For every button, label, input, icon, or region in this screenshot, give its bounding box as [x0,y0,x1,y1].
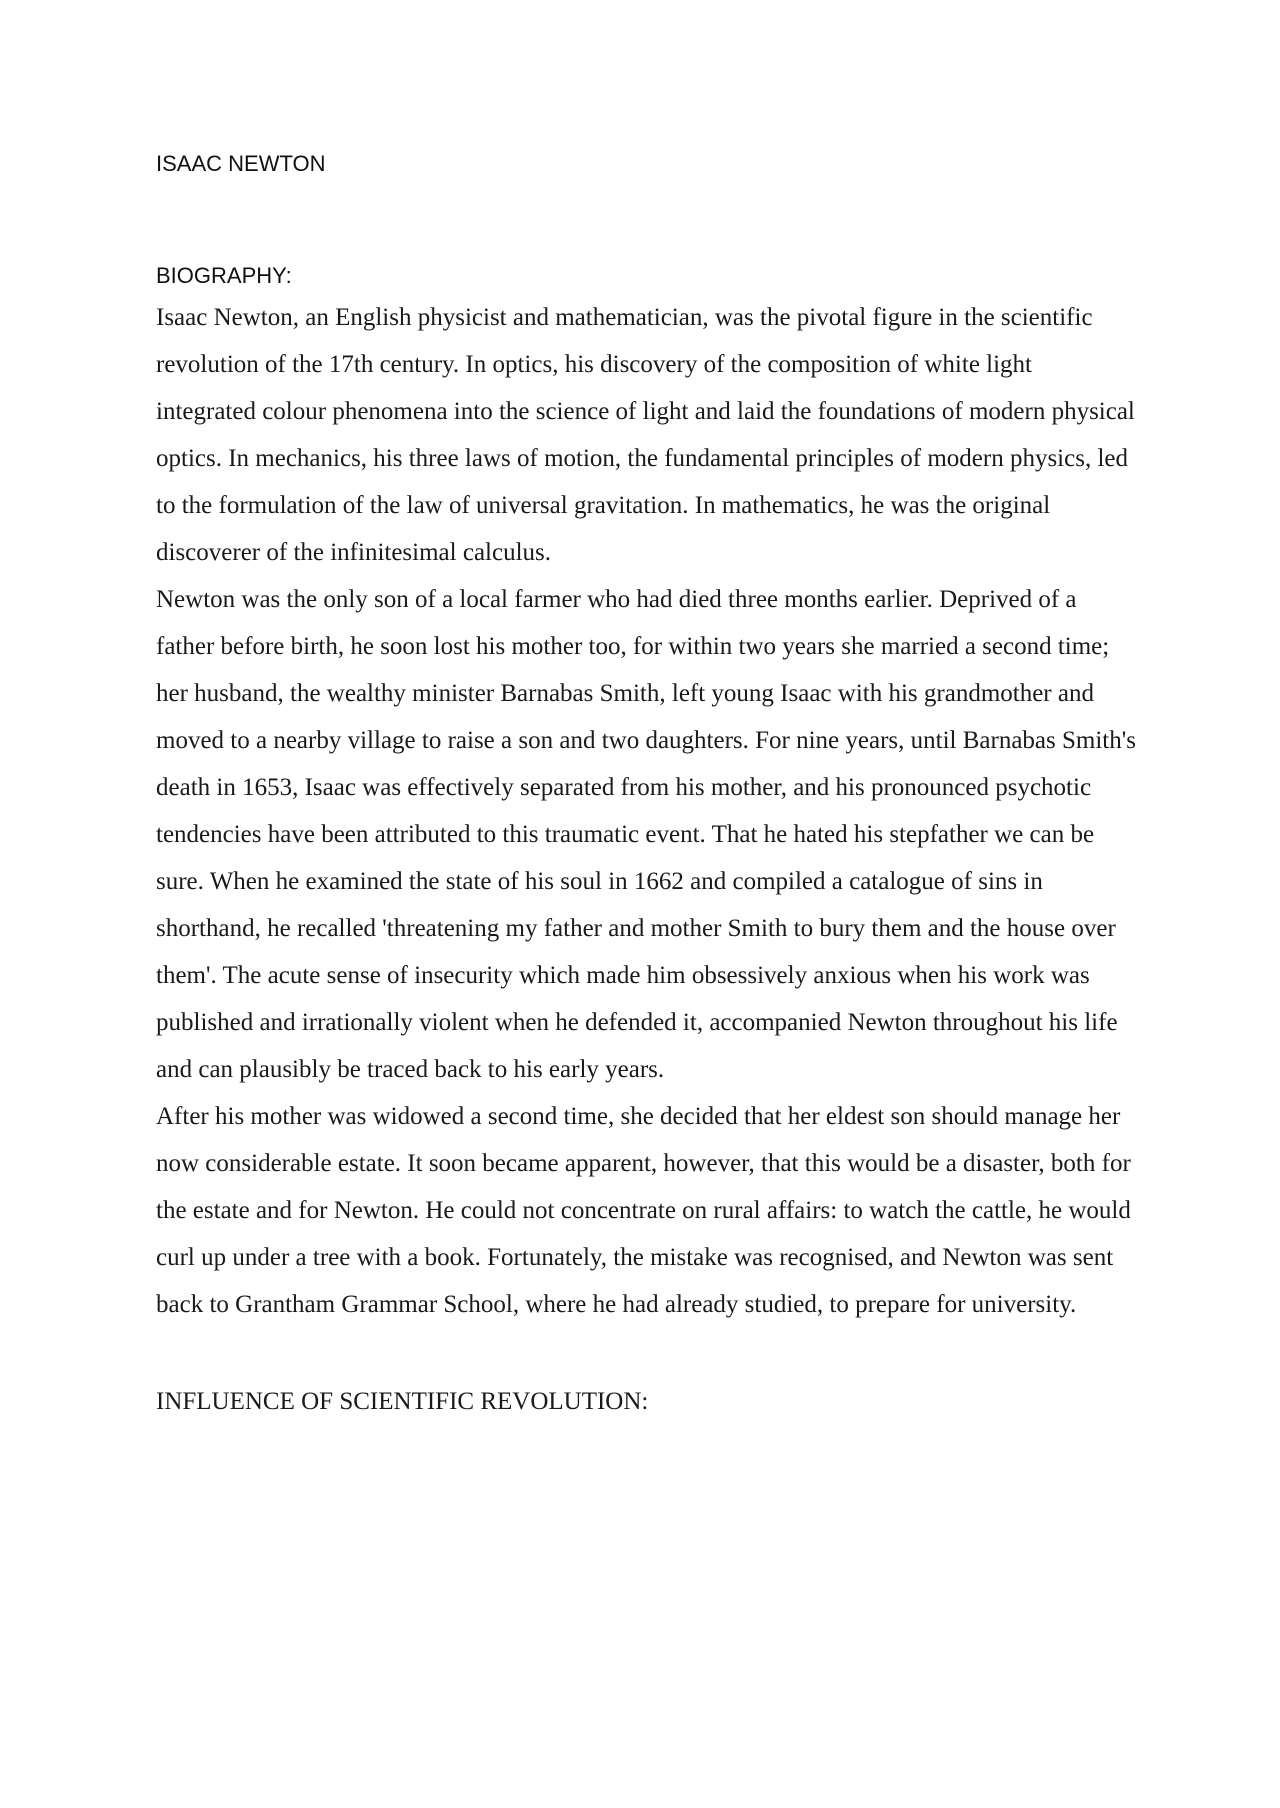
biography-label: BIOGRAPHY: [156,263,292,288]
document-content [156,150,1136,1418]
biography-paragraph-1: Isaac Newton, an English physicist and mathematician, was the pivotal figure in the scientific revolution of the 17th century. In optics, his discovery of the composition of white light integrated colour phenomena into the science of light and laid the foundations of modern physical optics. In mechanics, his three laws of motion, the fundamental principles of modern physics, led to the formulation of the law of universal gravitation. In mathematics, he was the original discoverer of the infinitesimal calculus. [156,304,1135,566]
biography-paragraph-3: After his mother was widowed a second time, she decided that her eldest son should manage her now considerable estate. It soon became apparent, however, that this would be a disaster, both for the estate and for Newton. He could not concentrate on rural affairs: to watch the cattle, he would curl up under a tree with a book. Fortunately, the mistake was recognised, and Newton was sent back to Grantham Grammar School, where he had already studied, to prepare for university. [156,1103,1131,1318]
document-title: ISAAC NEWTON [156,151,326,176]
influence-section-heading: INFLUENCE OF SCIENTIFIC REVOLUTION: [156,1388,649,1415]
biography-paragraph-2: Newton was the only son of a local farmer who had died three months earlier. Deprived of a father before birth, he soon lost his mother too, for within two years she married a second time; her husband, the wealthy minister Barnabas Smith, left young Isaac with his grandmother and moved to a nearby village to raise a son and two daughters. For nine years, until Barnabas Smith's death in 1653, Isaac was effectively separated from his mother, and his pronounced psychotic tendencies have been attributed to this traumatic event. That he hated his stepfather we can be sure. When he examined the state of his soul in 1662 and compiled a catalogue of sins in shorthand, he recalled 'threatening my father and mother Smith to bury them and the house over them'. The acute sense of insecurity which made him obsessively anxious when his work was published and irrationally violent when he defended it, accompanied Newton throughout his life and can plausibly be traced back to his early years. [156,586,1136,1083]
